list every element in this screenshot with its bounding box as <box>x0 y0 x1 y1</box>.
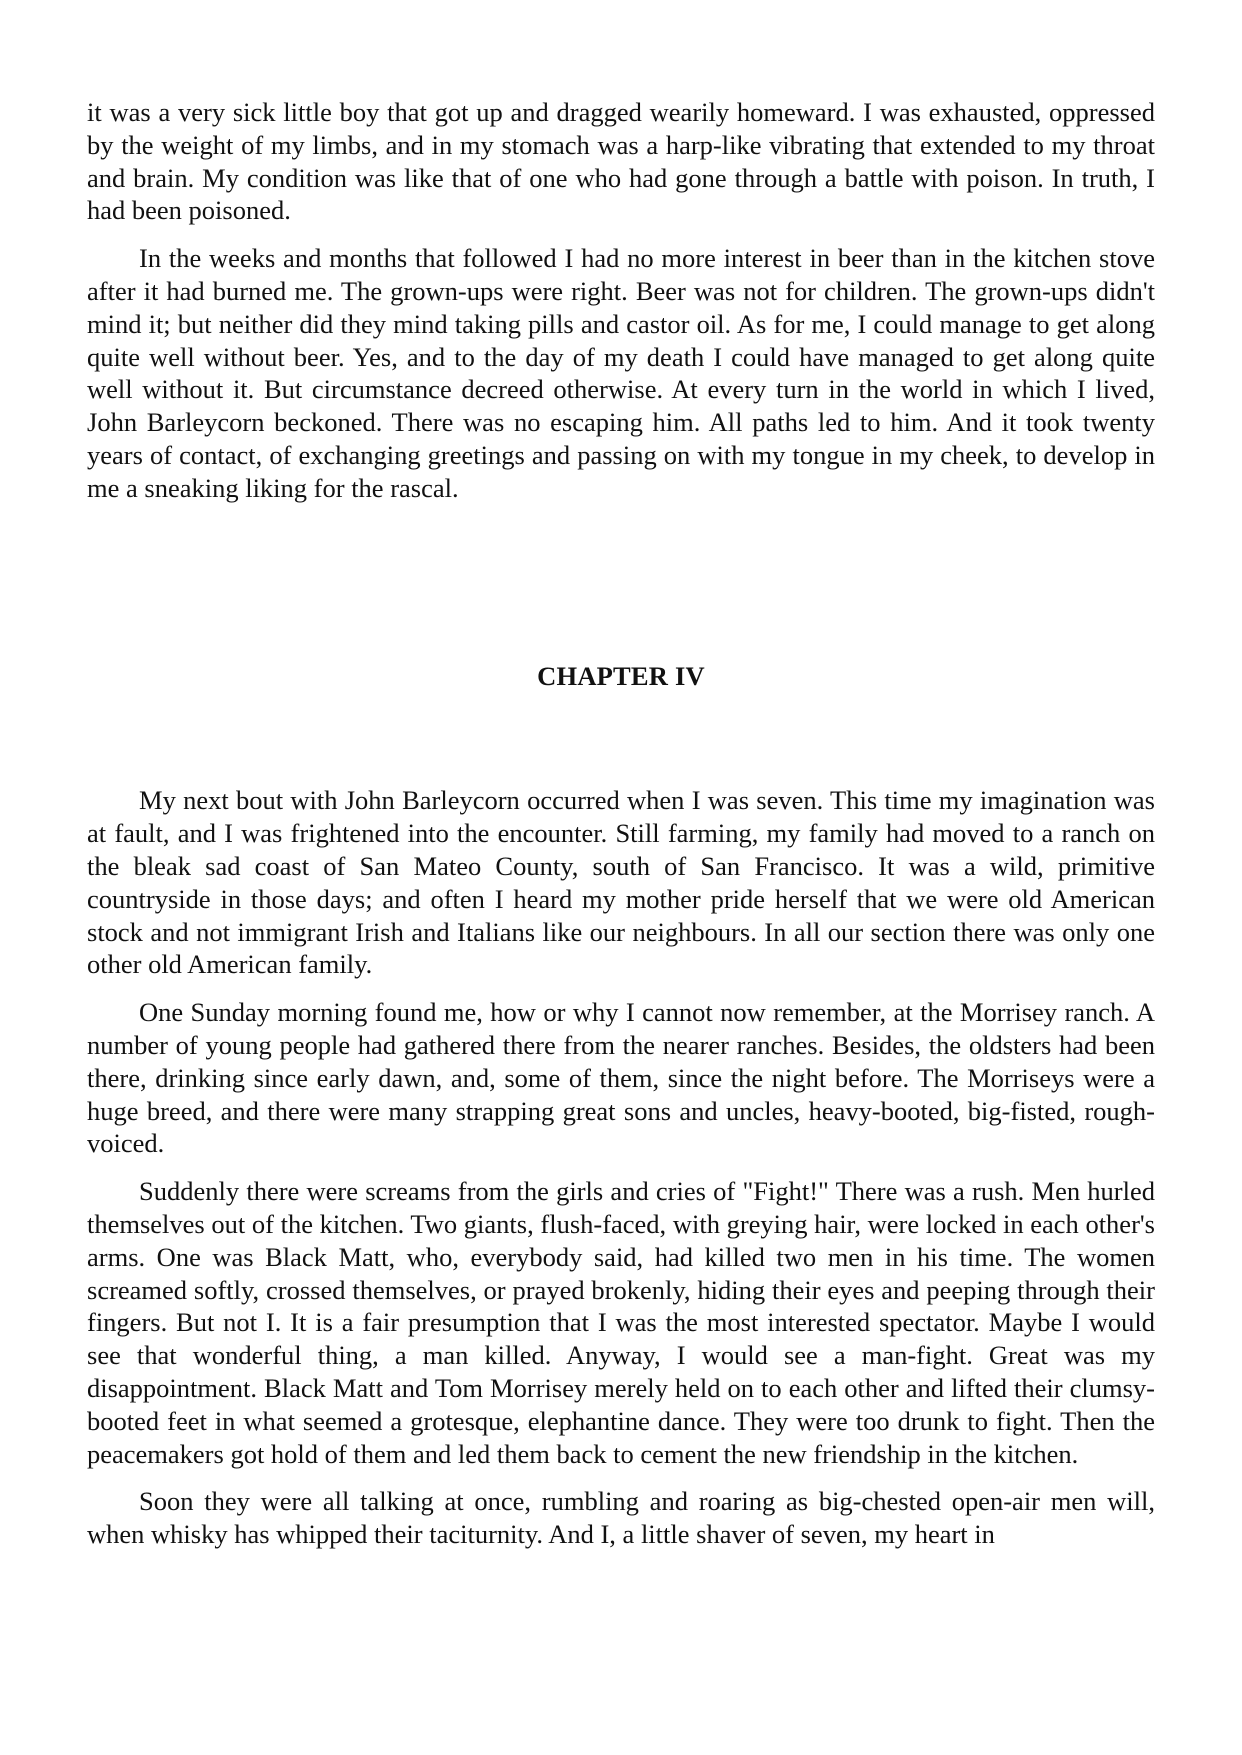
paragraph-continuation: it was a very sick little boy that got up and dragged wearily homeward. I was exhausted, oppressed by the weight of my limbs, and in my stomach was a harp-like vibrating that extended to my throat and brain. My condition was like that of one who had gone through a battle with poison. In truth, I had been poisoned. <box>87 97 1155 226</box>
book-page <box>87 96 1155 1551</box>
chapter-heading: CHAPTER IV <box>537 660 705 691</box>
paragraph-last: Soon they were all talking at once, rumbling and roaring as big-chested open-air men will, when whisky has whipped their taciturnity. And I, a little shaver of seven, my heart in <box>87 1486 1155 1550</box>
paragraph: My next bout with John Barleycorn occurred when I was seven. This time my imagination was at fault, and I was frightened into the encounter. Still farming, my family had moved to a ranch on the bleak sad coast of San Mateo County, south of San Francisco. It was a wild, primitive countryside in those days; and often I heard my mother pride herself that we were old American stock and not immigrant Irish and Italians like our neighbours. In all our section there was only one other old American family. <box>87 785 1155 980</box>
paragraph: In the weeks and months that followed I had no more interest in beer than in the kitchen stove after it had burned me. The grown-ups were right. Beer was not for children. The grown-ups didn't mind it; but neither did they mind taking pills and castor oil. As for me, I could manage to get along quite well without beer. Yes, and to the day of my death I could have managed to get along quite well without it. But circumstance decreed otherwise. At every turn in the world in which I lived, John Barleycorn beckoned. There was no escaping him. All paths led to him. And it took twenty years of contact, of exchanging greetings and passing on with my tongue in my cheek, to develop in me a sneaking liking for the rascal. <box>87 243 1155 503</box>
paragraph: Suddenly there were screams from the girls and cries of "Fight!" There was a rush. Men hurled themselves out of the kitchen. Two giants, flush-faced, with greying hair, were locked in each other's arms. One was Black Matt, who, everybody said, had killed two men in his time. The women screamed softly, crossed themselves, or prayed brokenly, hiding their eyes and peeping through their fingers. But not I. It is a fair presumption that I was the most interested spectator. Maybe I would see that wonderful thing, a man killed. Anyway, I would see a man-fight. Great was my disappointment. Black Matt and Tom Morrisey merely held on to each other and lifted their clumsy-booted feet in what seemed a grotesque, elephantine dance. They were too drunk to fight. Then the peacemakers got hold of them and led them back to cement the new friendship in the kitchen. <box>87 1176 1155 1469</box>
paragraph: One Sunday morning found me, how or why I cannot now remember, at the Morrisey ranch. A number of young people had gathered there from the nearer ranches. Besides, the oldsters had been there, drinking since early dawn, and, some of them, since the night before. The Morriseys were a huge breed, and there were many strapping great sons and uncles, heavy-booted, big-fisted, rough-voiced. <box>87 997 1155 1159</box>
